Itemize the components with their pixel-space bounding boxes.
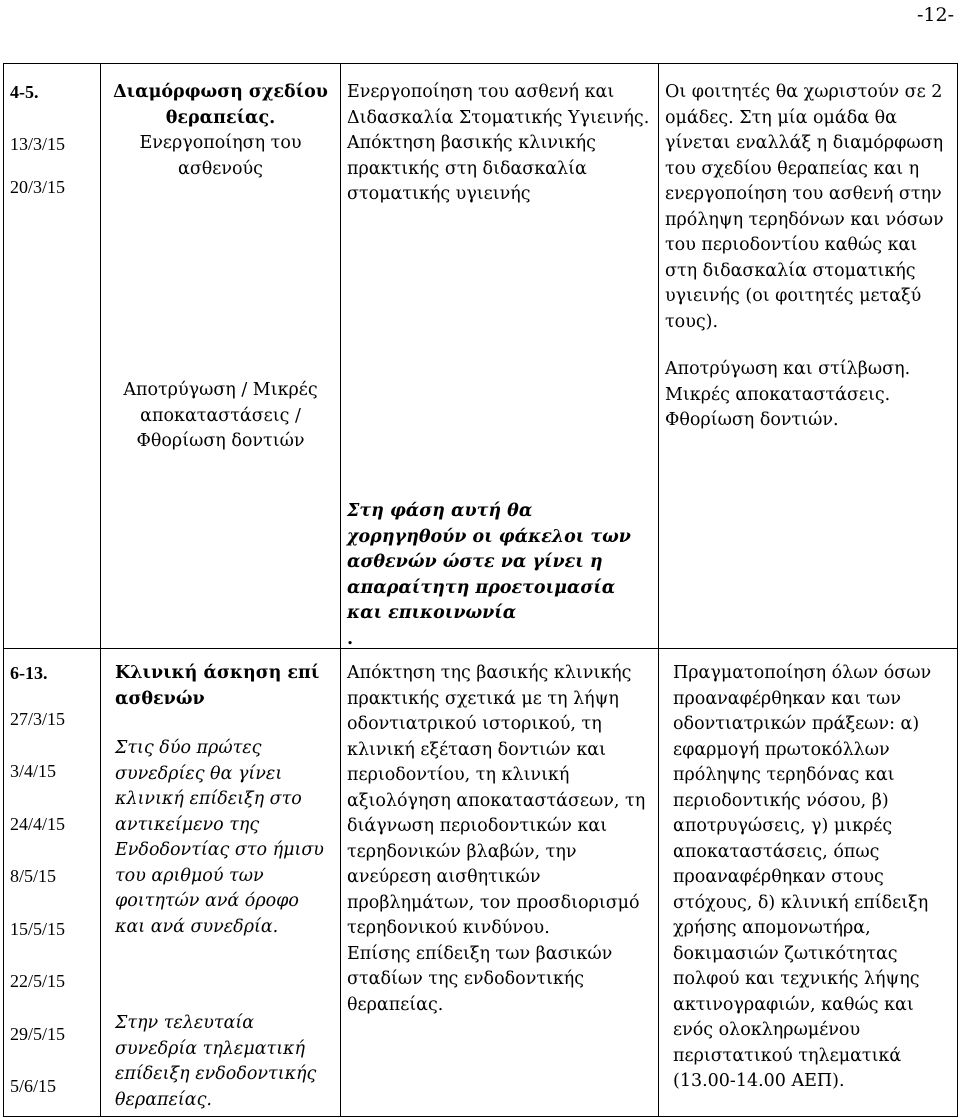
page-number: -12-: [916, 4, 954, 26]
patient-folders-note-end: .: [347, 628, 354, 649]
date-range-label: 4-5.: [10, 82, 39, 102]
objective-secondary-text: Επίσης επίδειξη των βασικών σταδίων της ενδοδοντικής θεραπείας.: [347, 943, 613, 1015]
patient-folders-note: Στη φάση αυτή θα χορηγηθούν οι φάκελοι των ασθενών ώστε να γίνει η απαραίτητη προετοιμασία και επικοινωνία: [347, 501, 631, 623]
topic-title: Κλινική άσκηση επί ασθενών: [115, 663, 320, 709]
activity-text: Οι φοιτητές θα χωριστούν σε 2 ομάδες. Στη μία ομάδα θα γίνεται εναλλάξ η διαμόρφωση του σχεδίου θεραπείας και η ενεργοποίηση του ασθενή στην πρόληψη τερηδόνων και νόσων του περιοδοντίου καθώς και στη διδασκαλία στοματικής υγιεινής (οι φοιτητές μεταξύ τους).: [665, 82, 944, 332]
date-item: 3/4/15: [10, 761, 57, 781]
telematic-note: Στην τελευταία συνεδρία τηλεματική επίδειξη ενδοδοντικής θεραπείας.: [115, 1013, 317, 1110]
topic-cell: [101, 649, 341, 1117]
date-item: 27/3/15: [10, 708, 66, 729]
activity-cell: [659, 64, 958, 649]
date-item: 22/5/15: [10, 971, 66, 991]
date-item: 15/5/15: [10, 918, 66, 939]
activity-text: Πραγματοποίηση όλων όσων προαναφέρθηκαν και των οδοντιατρικών πράξεων: α) εφαρμογή πρωτοκόλλων πρόληψης τερηδόνας και περιοδοντικής νόσου, β) αποτρυγώσεις, γ) μικρές αποκαταστάσεις, όπως προαναφέρθηκαν στους στόχους, δ) κλινική επίδειξη χρήσης απομονωτήρα, δοκιμασιών ζωτικότητας πολφού και τεχνικής λήψης ακτινογραφιών, καθώς και ενός ολοκληρωμένου περιστατικού τηλεματικά (13.00-14.00 ΑΕΠ).: [673, 663, 932, 1091]
demonstration-note: Στις δύο πρώτες συνεδρίες θα γίνει κλινική επίδειξη στο αντικείμενο της Ενδοδοντίας στο ήμισυ του αριθμού των φοιτητών ανά όροφο και ανά συνεδρία.: [115, 738, 324, 937]
table-row: [4, 649, 958, 1117]
table-row: [4, 64, 958, 649]
date-item: 13/3/15: [10, 133, 66, 154]
topic-title: Διαμόρφωση σχεδίου θεραπείας.: [113, 82, 328, 128]
date-item: 29/5/15: [10, 1023, 66, 1044]
topic-subtitle: Ενεργοποίηση του ασθενούς: [139, 133, 302, 179]
topic-secondary-title: Αποτρύγωση / Μικρές αποκαταστάσεις /: [123, 380, 318, 426]
activity-secondary-text: Αποτρύγωση και στίλβωση. Μικρές αποκαταστάσεις. Φθορίωση δοντιών.: [665, 359, 911, 430]
activity-cell: [659, 649, 958, 1117]
date-item: 8/5/15: [10, 866, 57, 886]
dates-cell: [4, 64, 101, 649]
objective-cell: [341, 649, 659, 1117]
date-range-label: 6-13.: [10, 663, 48, 683]
date-item: 24/4/15: [10, 813, 66, 834]
objective-text: Ενεργοποίηση του ασθενή και Διδασκαλία Στοματικής Υγιεινής. Απόκτηση βασικής κλινικής πρακτικής στη διδασκαλία στοματικής υγιεινής: [347, 82, 650, 204]
dates-cell: [4, 649, 101, 1117]
schedule-table: [3, 63, 958, 1117]
objective-cell: [341, 64, 659, 649]
topic-cell: [101, 64, 341, 649]
date-item: 20/3/15: [10, 177, 66, 197]
objective-text: Απόκτηση της βασικής κλινικής πρακτικής σχετικά με τη λήψη οδοντιατρικού ιστορικού, τη κλινική εξέταση δοντιών και περιοδοντίου, τη κλινική αξιολόγηση αποκαταστάσεων, τη διάγνωση περιοδοντικών και τερηδονικών βλαβών, την ανεύρεση αισθητικών προβλημάτων, τον προσδιορισμό τερηδονικού κινδύνου.: [347, 663, 646, 938]
date-item: 5/6/15: [10, 1076, 57, 1096]
topic-secondary-subtitle: Φθορίωση δοντιών: [136, 431, 305, 451]
